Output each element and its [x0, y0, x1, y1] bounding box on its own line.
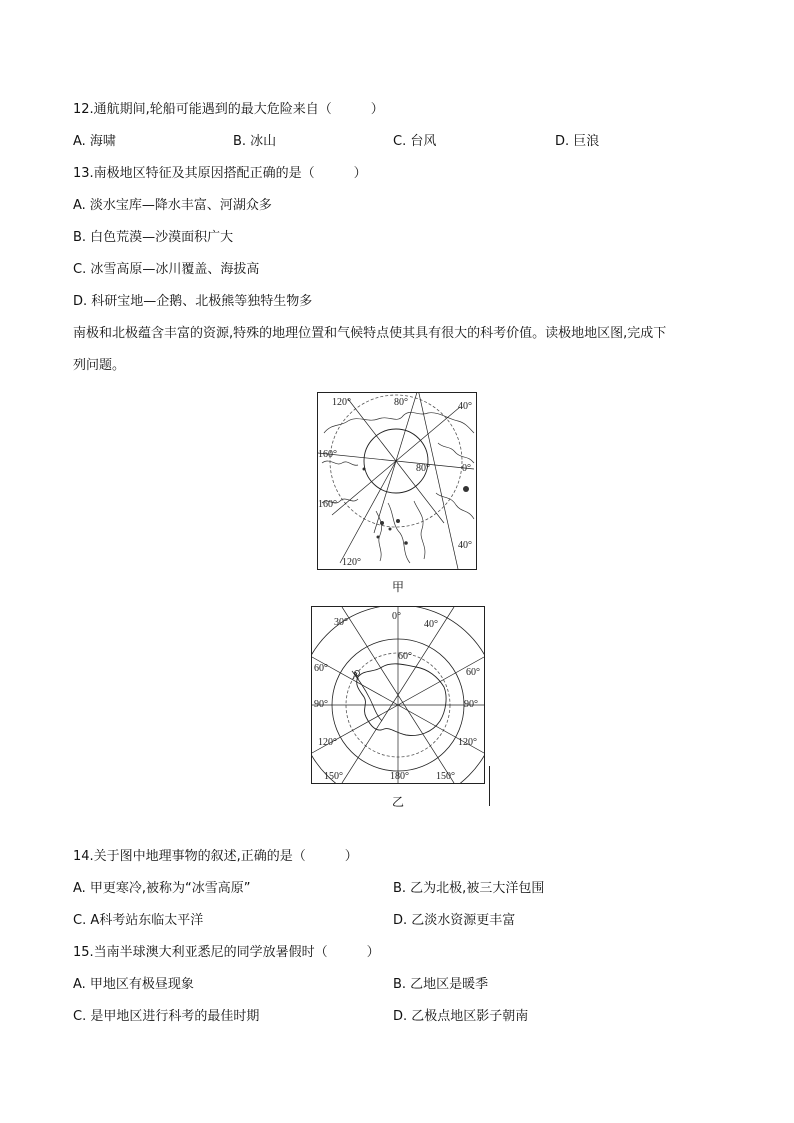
antarctic-map: [311, 606, 485, 784]
arctic-map-caption: 甲: [392, 580, 405, 594]
arctic-label-4: 160°: [318, 449, 337, 460]
arctic-label-3: 40°: [458, 401, 472, 412]
q13-option-a: A. 淡水宝库—降水丰富、河湖众多: [73, 198, 272, 213]
q15-option-d: D. 乙极点地区影子朝南: [393, 1009, 529, 1024]
arctic-label-1: 120°: [332, 397, 351, 408]
arctic-coastlines: [322, 412, 474, 563]
antarctic-label-120-left: 120°: [318, 737, 337, 748]
antarctic-label-40: 40°: [424, 619, 438, 630]
q12-option-d: D. 巨浪: [555, 134, 600, 149]
q15-option-b: B. 乙地区是暖季: [393, 977, 489, 992]
q12-option-c: C. 台风: [393, 134, 437, 149]
q13-option-c: C. 冰雪高原—冰川覆盖、海拔高: [73, 262, 260, 277]
arctic-islands: [363, 468, 470, 545]
q12-option-a: A. 海啸: [73, 134, 116, 149]
arctic-label-6: 0°: [462, 463, 471, 474]
margin-divider: [489, 766, 490, 806]
arctic-label-9: 120°: [342, 557, 361, 568]
q14-stem: 14.关于图中地理事物的叙述,正确的是（ ）: [73, 849, 358, 864]
q12-option-b: B. 冰山: [233, 134, 277, 149]
q15-option-a: A. 甲地区有极昼现象: [73, 977, 194, 992]
q13-option-d: D. 科研宝地—企鹅、北极熊等独特生物多: [73, 294, 313, 309]
antarctic-label-180: 180°: [390, 771, 409, 782]
antarctic-meridians: [312, 607, 484, 783]
q14-option-c: C. A科考站东临太平洋: [73, 913, 204, 928]
antarctic-label-60-right: 60°: [466, 667, 480, 678]
antarctic-label-30: 30°: [334, 617, 348, 628]
intro-line-2: 列问题。: [73, 358, 126, 373]
antarctic-label-90-left: 90°: [314, 699, 328, 710]
antarctic-label-150-right: 150°: [436, 771, 455, 782]
arctic-map: [317, 392, 477, 570]
antarctic-label-150-left: 150°: [324, 771, 343, 782]
arctic-label-8: 40°: [458, 540, 472, 551]
q15-option-c: C. 是甲地区进行科考的最佳时期: [73, 1009, 260, 1024]
q13-stem: 13.南极地区特征及其原因搭配正确的是（ ）: [73, 166, 367, 181]
arctic-map-graphic: [318, 393, 476, 569]
intro-line-1: 南极和北极蕴含丰富的资源,特殊的地理位置和气候特点使其具有很大的科考价值。读极地地区图,完成下: [73, 326, 667, 341]
antarctic-label-90-right: 90°: [464, 699, 478, 710]
arctic-label-7: 160°: [318, 499, 337, 510]
q13-option-b: B. 白色荒漠—沙漠面积广大: [73, 230, 234, 245]
q12-stem: 12.通航期间,轮船可能遇到的最大危险来自（ ）: [73, 102, 384, 117]
arctic-label-2: 80°: [394, 397, 408, 408]
antarctic-label-60-left: 60°: [314, 663, 328, 674]
antarctic-map-graphic: [312, 607, 484, 783]
arctic-label-5: 80°: [416, 463, 430, 474]
q15-stem: 15.当南半球澳大利亚悉尼的同学放暑假时（ ）: [73, 945, 380, 960]
antarctic-label-0: 0°: [392, 611, 401, 622]
antarctic-map-caption: 乙: [392, 795, 405, 809]
q14-option-a: A. 甲更寒冷,被称为“冰雪高原”: [73, 881, 251, 896]
q14-option-b: B. 乙为北极,被三大洋包围: [393, 881, 545, 896]
antarctic-label-120-right: 120°: [458, 737, 477, 748]
station-a-label: A: [352, 671, 360, 682]
antarctic-label-60-top: 60°: [398, 651, 412, 662]
q14-option-d: D. 乙淡水资源更丰富: [393, 913, 516, 928]
